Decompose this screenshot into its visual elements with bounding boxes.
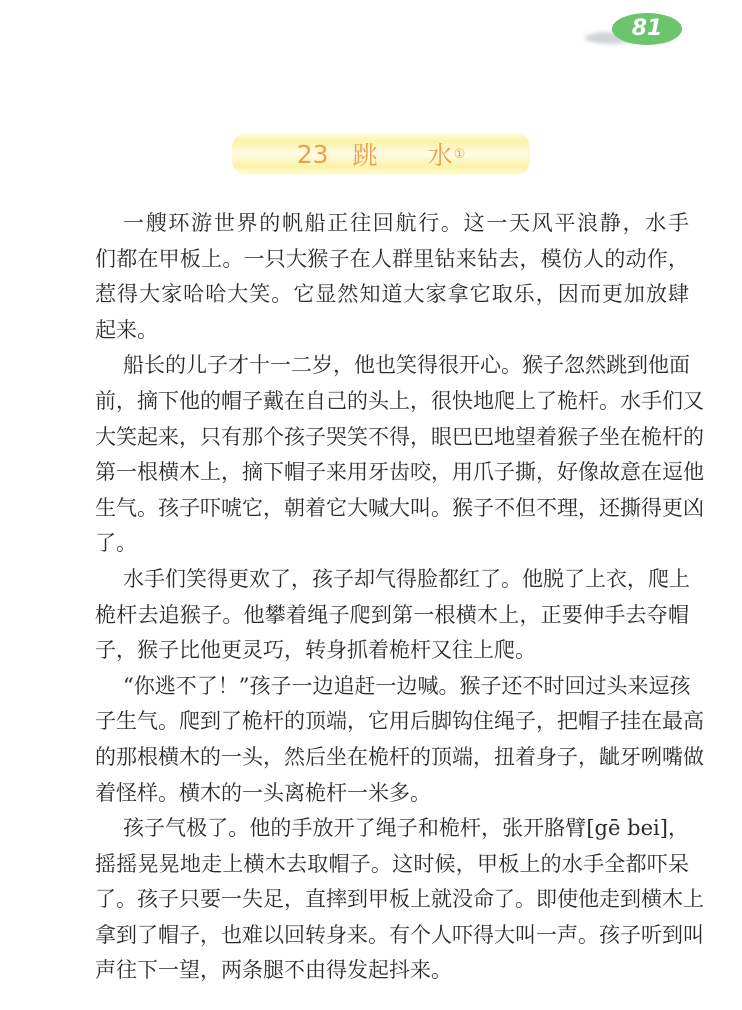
page-number: 81 <box>612 13 682 45</box>
paragraph <box>95 348 704 562</box>
text-line: 桅杆去追猴子。他攀着绳子爬到第一根横木上，正要伸手去夺帽 <box>95 602 689 627</box>
text-line: 第一根横木上，摘下帽子来用牙齿咬，用爪子撕，好像故意在逗他 <box>95 460 704 485</box>
text-line: “你逃不了！”孩子一边追赶一边喊。猴子还不时回过头来逗孩 <box>123 673 691 698</box>
text-line: 了。孩子只要一失足，直摔到甲板上就没命了。即使他走到横木上 <box>95 887 704 912</box>
text-line: 了。 <box>95 531 137 556</box>
text-line: 前，摘下他的帽子戴在自己的头上，很快地爬上了桅杆。水手们又 <box>95 388 704 413</box>
paragraph <box>95 206 689 348</box>
text-line: 子，猴子比他更灵巧，转身抓着桅杆又往上爬。 <box>95 638 536 663</box>
text-line: 一艘环游世界的帆船正往回航行。这一天风平浪静，水手 <box>123 211 689 235</box>
text-line: 水手们笑得更欢了，孩子却气得脸都红了。他脱了上衣，爬上 <box>123 566 690 591</box>
text-line: 的那根横木的一头，然后坐在桅杆的顶端，扭着身子，龇牙咧嘴做 <box>95 744 704 769</box>
article-body <box>95 206 704 989</box>
text-line: 着怪样。横木的一头离桅杆一米多。 <box>95 780 431 805</box>
paragraph <box>95 811 704 989</box>
text-line: 摇摇晃晃地走上横木去取帽子。这时候，甲板上的水手全都吓呆 <box>95 851 689 876</box>
text-line: 子生气。爬到了桅杆的顶端，它用后脚钩住绳子，把帽子挂在最高 <box>95 709 704 734</box>
paragraph <box>95 669 704 811</box>
title-char-1: 跳 <box>352 141 378 170</box>
text-line: 孩子气极了。他的手放开了绳子和桅杆，张开胳臂[gē bei]， <box>123 816 689 841</box>
lesson-title <box>232 133 530 175</box>
text-line: 起来。 <box>95 317 158 342</box>
footnote-mark: ① <box>453 146 466 162</box>
text-line: 船长的儿子才十一二岁，他也笑得很开心。猴子忽然跳到他面 <box>123 353 690 378</box>
title-char-2: 水 <box>427 141 453 170</box>
text-line: 惹得大家哈哈大笑。它显然知道大家拿它取乐，因而更加放肆 <box>95 282 689 307</box>
text-line: 声往下一望，两条腿不由得发起抖来。 <box>95 958 452 983</box>
text-line: 们都在甲板上。一只大猴子在人群里钻来钻去，模仿人的动作， <box>95 246 689 271</box>
text-line: 生气。孩子吓唬它，朝着它大喊大叫。猴子不但不理，还撕得更凶 <box>95 495 704 520</box>
text-line: 大笑起来，只有那个孩子哭笑不得，眼巴巴地望着猴子坐在桅杆的 <box>95 424 704 449</box>
lesson-number: 23 <box>296 139 329 169</box>
paragraph <box>95 562 689 669</box>
text-line: 拿到了帽子，也难以回转身来。有个人吓得大叫一声。孩子听到叫 <box>95 922 704 947</box>
